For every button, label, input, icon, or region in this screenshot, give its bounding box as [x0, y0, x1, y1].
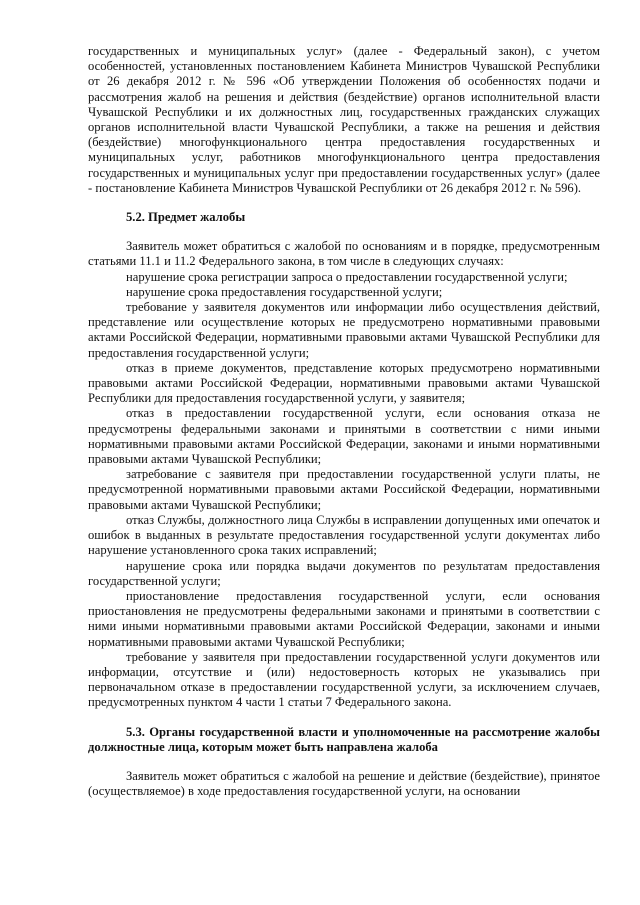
- list-item: нарушение срока предоставления государственной услуги;: [126, 284, 443, 299]
- list-item: требование у заявителя при предоставлении государственной услуги документов или информации, отсутствие и (или) недостоверность которых не указывались при первоначальном отказе в предоставлении государственной услуги, за исключением случаев, предусмотренных пунктом 4 части 1 статьи 7 Федерального закона.: [88, 649, 600, 710]
- list-item: отказ в приеме документов, представление которых предусмотрено нормативными правовыми актами Российской Федерации, нормативными правовыми актами Чувашской Республики для предоставления государственной услуги, у заявителя;: [88, 360, 600, 406]
- section-5-2-heading: 5.2. Предмет жалобы: [126, 210, 246, 225]
- section-5-3-lead: Заявитель может обратиться с жалобой на решение и действие (бездействие), принятое (осуществляемое) в ходе предоставления государственной услуги, на основании: [88, 768, 600, 799]
- list-item: отказ Службы, должностного лица Службы в исправлении допущенных ими опечаток и ошибок в выданных в результате предоставления государственной услуги документах либо нарушение установленного срока таких исправлений;: [88, 512, 600, 558]
- intro-paragraph: государственных и муниципальных услуг» (далее - Федеральный закон), с учетом особенностей, установленных постановлением Кабинета Министров Чувашской Республики от 26 декабря 2012 г. № 596 «Об утверждении Положения об особенностях подачи и рассмотрения жалоб на решения и действия (бездействие) органов исполнительной власти Чувашской Республики и их должностных лиц, государственных гражданских служащих органов исполнительной власти Чувашской Республики, а также на решения и действия (бездействие) многофункционального центра предоставления государственных и муниципальных услуг, работников многофункционального центра предоставления государственных и муниципальных услуг при предоставлении государственных услуг» (далее - постановление Кабинета Министров Чувашской Республики от 26 декабря 2012 г. № 596).: [88, 44, 600, 195]
- list-item: нарушение срока регистрации запроса о предоставлении государственной услуги;: [126, 269, 568, 284]
- section-5-2-lead: Заявитель может обратиться с жалобой по основаниям и в порядке, предусмотренным статьями 11.1 и 11.2 Федерального закона, в том числе в следующих случаях:: [88, 239, 600, 269]
- list-item: затребование с заявителя при предоставлении государственной услуги платы, не предусмотренной нормативными правовыми актами Российской Федерации, нормативными правовыми актами Чувашской Республики;: [88, 467, 600, 512]
- section-5-3-heading: 5.3. Органы государственной власти и уполномоченные на рассмотрение жалобы должностные лица, которым может быть направлена жалоба: [88, 724, 600, 754]
- list-item: нарушение срока или порядка выдачи документов по результатам предоставления государственной услуги;: [88, 558, 600, 588]
- list-item: требование у заявителя документов или информации либо осуществления действий, представление или осуществление которых не предусмотрено нормативными правовыми актами Российской Федерации, нормативными правовыми актами Чувашской Республики для предоставления государственной услуги;: [88, 300, 600, 360]
- list-item: приостановление предоставления государственной услуги, если основания приостановления не предусмотрены федеральными законами и принятыми в соответствии с ними иными нормативными правовыми актами Российской Федерации, законами и иными нормативными правовыми актами Чувашской Республики;: [88, 588, 600, 649]
- list-item: отказ в предоставлении государственной услуги, если основания отказа не предусмотрены федеральными законами и принятыми в соответствии с ними иными нормативными правовыми актами Российской Федерации, законами и иными нормативными правовыми актами Чувашской Республики;: [88, 406, 600, 467]
